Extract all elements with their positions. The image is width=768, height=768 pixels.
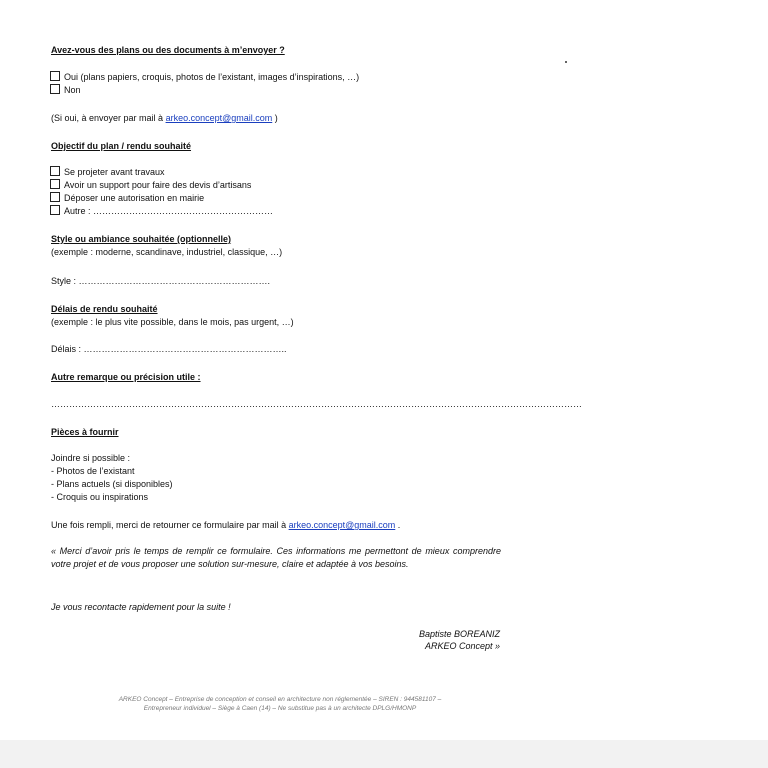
objective-option-label: Déposer une autorisation en mairie [64, 193, 205, 203]
docs-option-label: Non [64, 85, 81, 95]
thank-you-quote: « Merci d’avoir pris le temps de remplir ce formulaire. Ces informations me permettont de mieux comprendre votre projet et de vous proposer une solution sur-mesure, claire et adaptée à vos besoins. [51, 546, 501, 569]
closing-line: Je vous recontacte rapidement pour la suite ! [51, 602, 231, 612]
objective-option-label: Se projeter avant travaux [64, 167, 165, 177]
delay-example: (exemple : le plus vite possible, dans le mois, pas urgent, …) [51, 317, 294, 327]
objective-option-1[interactable] [50, 166, 165, 178]
objective-heading: Objectif du plan / rendu souhaité [51, 141, 192, 151]
signature-company: ARKEO Concept » [424, 641, 500, 651]
signature [419, 628, 500, 652]
delay-heading: Délais de rendu souhaité [51, 304, 158, 314]
checkbox[interactable] [50, 84, 60, 94]
pieces-heading: Pièces à fournir [51, 427, 119, 437]
pieces-intro: Joindre si possible : [51, 453, 131, 463]
pieces-item: - Plans actuels (si disponibles) [51, 479, 173, 489]
return-line [51, 519, 511, 531]
footer-line-2: Entrepreneur individuel – Siège à Caen (14) – Ne substitue pas à un architecte DPLG/HMONP [143, 705, 417, 712]
objective-option-4[interactable] [50, 205, 273, 217]
style-heading: Style ou ambiance souhaitée (optionnelle) [51, 234, 232, 244]
remarks-field[interactable]: …………………………………………………………………………………………………………………………………………………………… [51, 399, 582, 409]
docs-option-oui[interactable] [50, 71, 359, 83]
objective-option-label: Autre : …………………………………………………… [64, 206, 274, 216]
pieces-item: - Croquis ou inspirations [51, 492, 149, 502]
objective-option-2[interactable] [50, 179, 251, 191]
email-link[interactable]: arkeo.concept@gmail.com [288, 520, 396, 530]
docs-note [51, 112, 511, 124]
viewer-background [0, 740, 768, 768]
stray-dot [565, 61, 567, 63]
docs-note-prefix: (Si oui, à envoyer par mail à [51, 113, 166, 123]
style-field[interactable]: Style : ………………………………………………………. [51, 276, 271, 286]
objective-option-label: Avoir un support pour faire des devis d’artisans [64, 180, 252, 190]
docs-option-non[interactable] [50, 84, 81, 96]
docs-option-label: Oui (plans papiers, croquis, photos de l’existant, images d’inspirations, …) [64, 72, 360, 82]
style-example: (exemple : moderne, scandinave, industriel, classique, …) [51, 247, 283, 257]
checkbox[interactable] [50, 192, 60, 202]
remarks-heading: Autre remarque ou précision utile : [51, 372, 201, 382]
checkbox[interactable] [50, 205, 60, 215]
footer-line-1: ARKEO Concept – Entreprise de conception et conseil en architecture non réglementée – SIREN : 944581107 – [118, 696, 442, 703]
return-suffix: . [395, 520, 401, 530]
pieces-item: - Photos de l’existant [51, 466, 135, 476]
return-prefix: Une fois rempli, merci de retourner ce formulaire par mail à [51, 520, 289, 530]
objective-option-3[interactable] [50, 192, 204, 204]
legal-footer [40, 695, 520, 713]
email-link[interactable]: arkeo.concept@gmail.com [165, 113, 273, 123]
checkbox[interactable] [50, 71, 60, 81]
docs-heading: Avez-vous des plans ou des documents à m’envoyer ? [51, 45, 285, 55]
delay-field[interactable]: Délais : ………………………………………………………….. [51, 344, 287, 354]
checkbox[interactable] [50, 179, 60, 189]
checkbox[interactable] [50, 166, 60, 176]
docs-note-suffix: ) [272, 113, 278, 123]
signature-name: Baptiste BOREANIZ [418, 629, 500, 639]
